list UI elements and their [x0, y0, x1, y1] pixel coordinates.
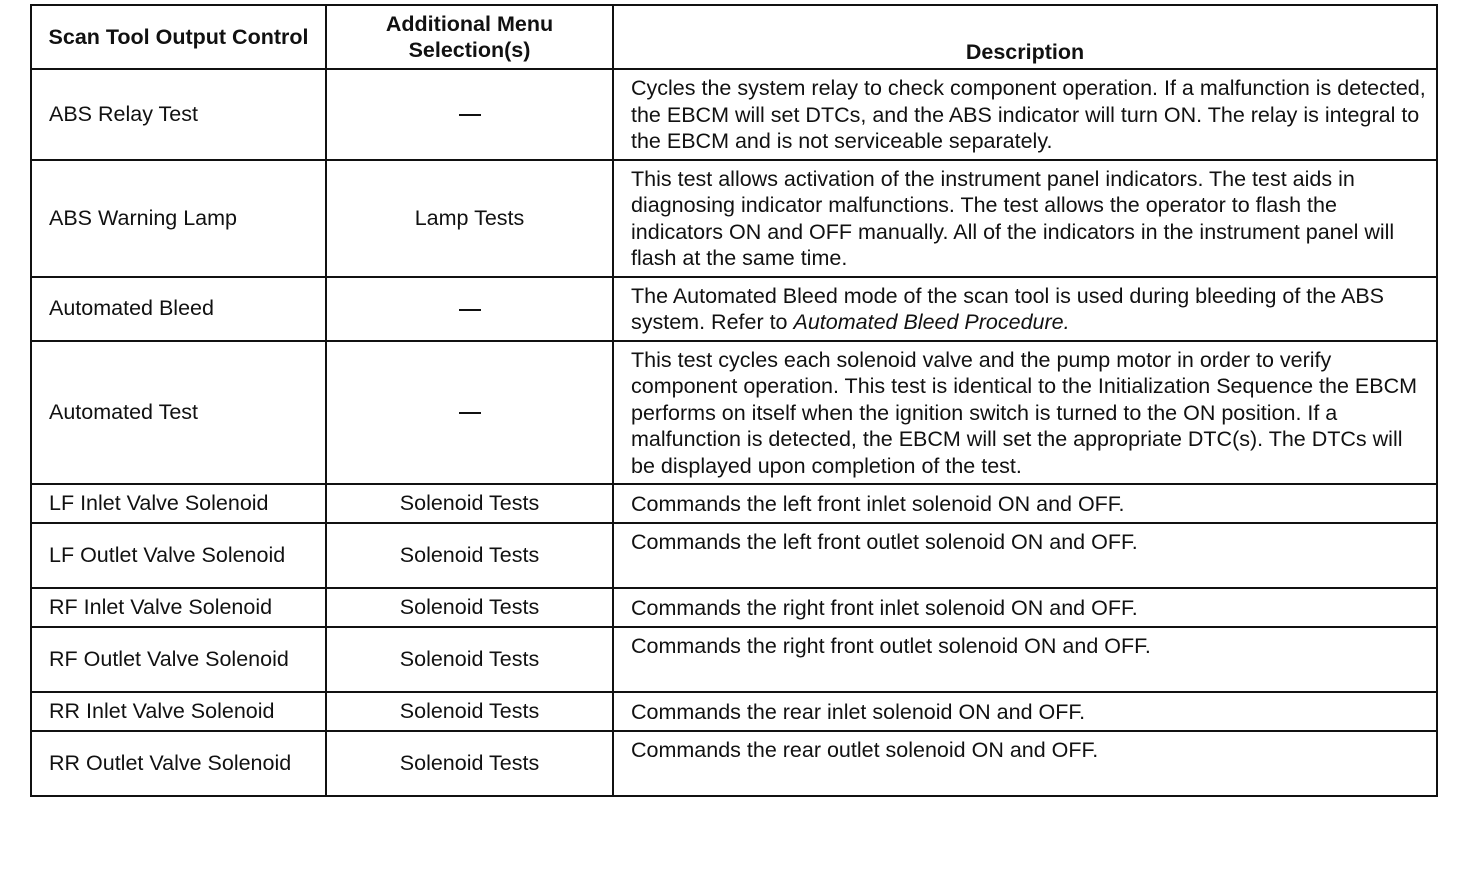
header-row [31, 5, 1437, 69]
menu-cell [326, 277, 613, 341]
table-row [31, 341, 1437, 485]
empty-dash [459, 412, 481, 414]
table-row [31, 692, 1437, 731]
menu-cell: Solenoid Tests [326, 484, 613, 523]
menu-cell: Solenoid Tests [326, 692, 613, 731]
control-cell: ABS Warning Lamp [31, 160, 326, 277]
table-body [31, 69, 1437, 796]
menu-cell [326, 69, 613, 160]
control-cell: RR Inlet Valve Solenoid [31, 692, 326, 731]
table-row [31, 588, 1437, 627]
description-cell: This test cycles each solenoid valve and the pump motor in order to verify component operation. This test is identical to the Initialization Sequence the EBCM performs on itself when the ignition switch is turned to the ON position. If a malfunction is detected, the EBCM will set the appropriate DTC(s). The DTCs will be displayed upon completion of the test. [613, 341, 1437, 485]
empty-dash [459, 114, 481, 116]
table-header [31, 5, 1437, 69]
table-row [31, 69, 1437, 160]
description-cell: Commands the rear outlet solenoid ON and OFF. [613, 731, 1437, 796]
control-cell: LF Inlet Valve Solenoid [31, 484, 326, 523]
control-cell: RF Outlet Valve Solenoid [31, 627, 326, 692]
control-cell: RF Inlet Valve Solenoid [31, 588, 326, 627]
description-cell: Commands the right front outlet solenoid ON and OFF. [613, 627, 1437, 692]
table-row [31, 160, 1437, 277]
control-cell: Automated Test [31, 341, 326, 485]
control-cell: LF Outlet Valve Solenoid [31, 523, 326, 588]
description-text: The Automated Bleed mode of the scan tool is used during bleeding of the ABS system. Refer to [631, 283, 1385, 334]
empty-dash [459, 309, 481, 311]
menu-cell: Solenoid Tests [326, 731, 613, 796]
table-row [31, 731, 1437, 796]
description-cell: Commands the left front outlet solenoid ON and OFF. [613, 523, 1437, 588]
header-scan-tool-output-control: Scan Tool Output Control [31, 5, 326, 69]
control-cell: Automated Bleed [31, 277, 326, 341]
header-description: Description [613, 5, 1437, 69]
control-cell: ABS Relay Test [31, 69, 326, 160]
menu-cell: Solenoid Tests [326, 588, 613, 627]
header-additional-menu-selections: Additional Menu Selection(s) [326, 5, 613, 69]
description-cell: This test allows activation of the instrument panel indicators. The test aids in diagnosing indicator malfunctions. The test allows the operator to flash the indicators ON and OFF manually. All of the indicators in the instrument panel will flash at the same time. [613, 160, 1437, 277]
menu-cell: Solenoid Tests [326, 627, 613, 692]
description-cell: Commands the right front inlet solenoid ON and OFF. [613, 588, 1437, 627]
description-cell: Commands the rear inlet solenoid ON and OFF. [613, 692, 1437, 731]
procedure-reference: Automated Bleed Procedure. [793, 310, 1070, 334]
table-row [31, 484, 1437, 523]
description-cell: Commands the left front inlet solenoid ON and OFF. [613, 484, 1437, 523]
menu-cell: Solenoid Tests [326, 523, 613, 588]
table-row [31, 277, 1437, 341]
menu-cell: Lamp Tests [326, 160, 613, 277]
table-row [31, 627, 1437, 692]
control-cell: RR Outlet Valve Solenoid [31, 731, 326, 796]
scan-tool-output-table [30, 4, 1438, 797]
menu-cell [326, 341, 613, 485]
description-cell [613, 277, 1437, 341]
description-cell: Cycles the system relay to check component operation. If a malfunction is detected, the EBCM will set DTCs, and the ABS indicator will turn ON. The relay is integral to the EBCM and is not serviceable separately. [613, 69, 1437, 160]
table-row [31, 523, 1437, 588]
